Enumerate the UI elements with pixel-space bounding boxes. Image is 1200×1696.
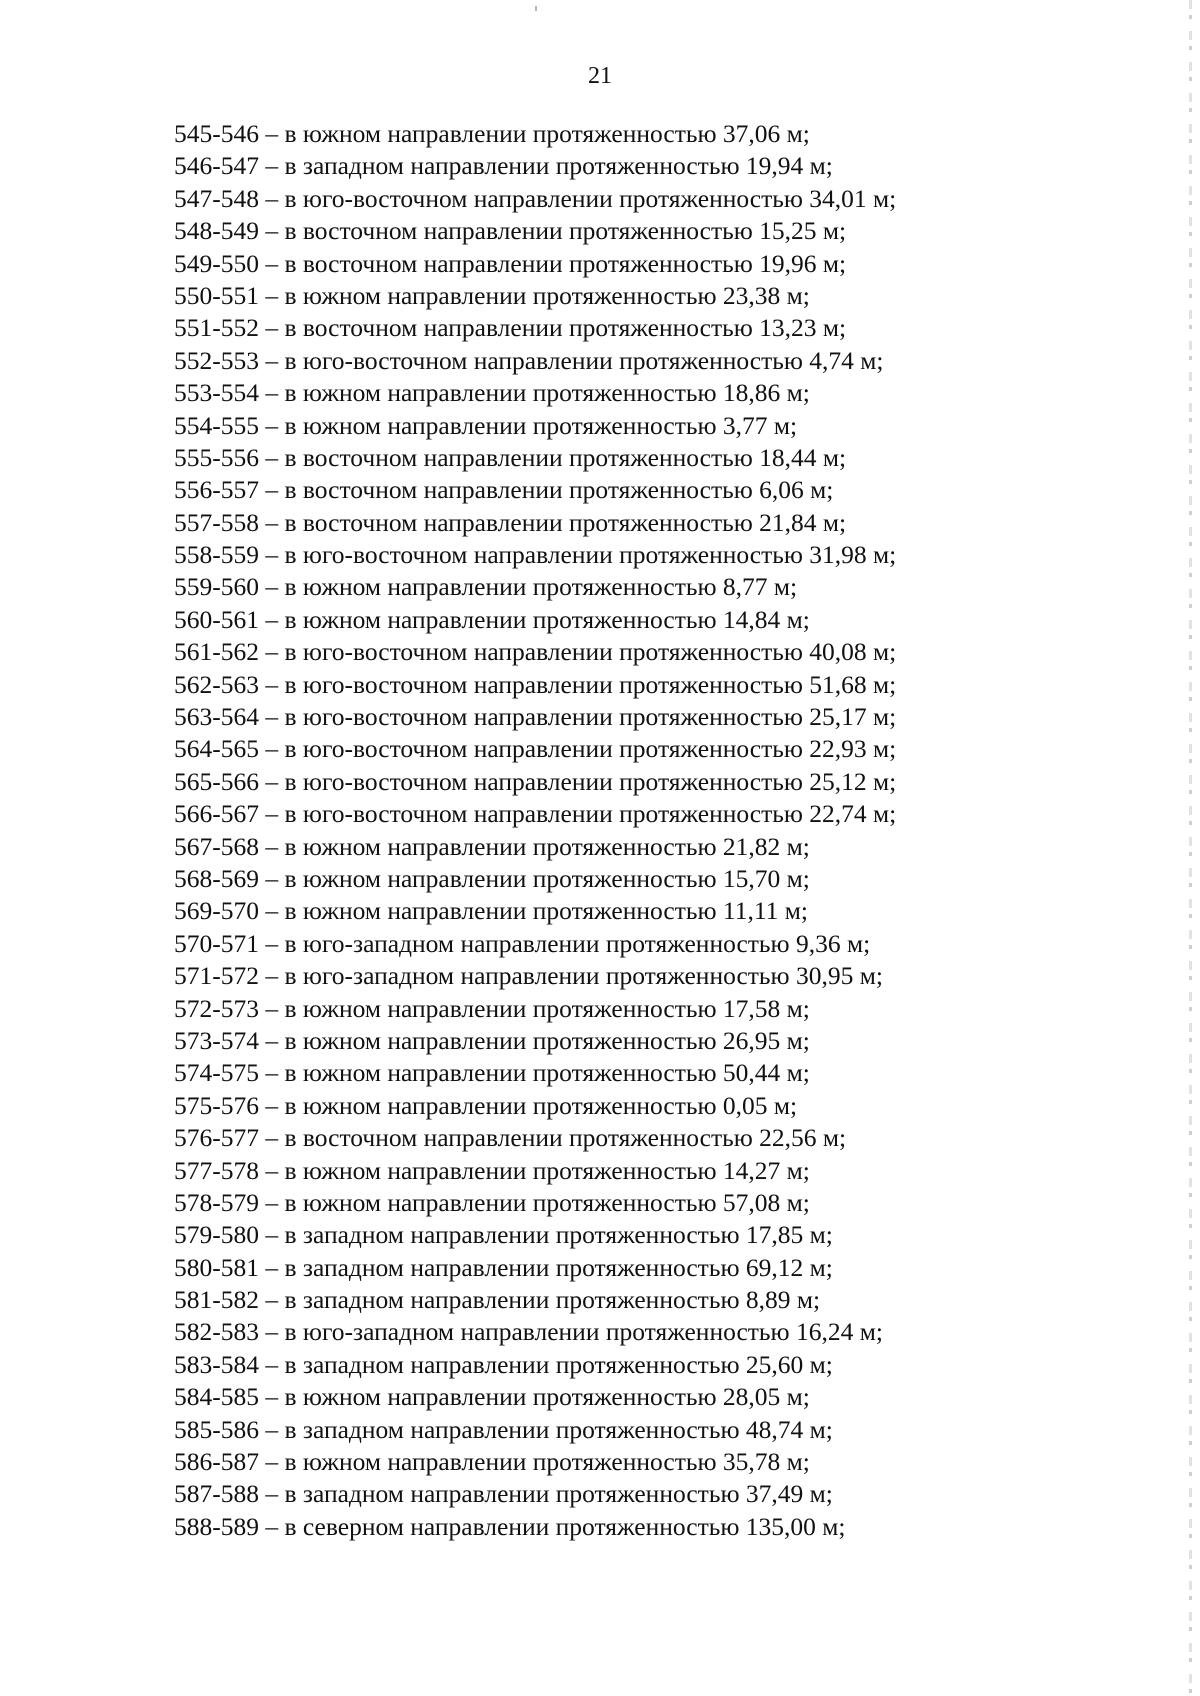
boundary-segment-line: 549-550 – в восточном направлении протяженностью 19,96 м;	[174, 248, 847, 278]
boundary-segment-line: 555-556 – в восточном направлении протяженностью 18,44 м;	[174, 442, 847, 472]
boundary-segment-line: 557-558 – в восточном направлении протяженностью 21,84 м;	[174, 507, 847, 537]
boundary-segment-line: 575-576 – в южном направлении протяженностью 0,05 м;	[174, 1090, 798, 1120]
boundary-segment-line: 573-574 – в южном направлении протяженностью 26,95 м;	[174, 1025, 810, 1055]
boundary-segment-line: 547-548 – в юго-восточном направлении протяженностью 34,01 м;	[174, 183, 897, 213]
boundary-segment-line: 577-578 – в южном направлении протяженностью 14,27 м;	[174, 1155, 810, 1185]
boundary-segment-line: 567-568 – в южном направлении протяженностью 21,82 м;	[174, 831, 810, 861]
boundary-segment-line: 548-549 – в восточном направлении протяженностью 15,25 м;	[174, 216, 847, 246]
boundary-segment-line: 574-575 – в южном направлении протяженностью 50,44 м;	[174, 1058, 810, 1088]
boundary-segment-line: 584-585 – в южном направлении протяженностью 28,05 м;	[174, 1382, 810, 1412]
boundary-segment-line: 551-552 – в восточном направлении протяженностью 13,23 м;	[174, 313, 847, 343]
boundary-segment-list	[174, 118, 1054, 1543]
boundary-segment-line: 561-562 – в юго-восточном направлении протяженностью 40,08 м;	[174, 637, 897, 667]
boundary-segment-line: 553-554 – в южном направлении протяженностью 18,86 м;	[174, 378, 810, 408]
boundary-segment-line: 587-588 – в западном направлении протяженностью 37,49 м;	[174, 1479, 833, 1509]
boundary-segment-line: 545-546 – в южном направлении протяженностью 37,06 м;	[174, 119, 810, 148]
boundary-segment-line: 581-582 – в западном направлении протяженностью 8,89 м;	[174, 1285, 821, 1315]
scan-edge-artifact	[1189, 0, 1192, 1696]
boundary-segment-line: 558-559 – в юго-восточном направлении протяженностью 31,98 м;	[174, 540, 897, 570]
boundary-segment-line: 582-583 – в юго-западном направлении протяженностью 16,24 м;	[174, 1317, 883, 1347]
boundary-segment-line: 570-571 – в юго-западном направлении протяженностью 9,36 м;	[174, 928, 871, 958]
boundary-segment-line: 566-567 – в юго-восточном направлении протяженностью 22,74 м;	[174, 799, 897, 829]
boundary-segment-line: 546-547 – в западном направлении протяженностью 19,94 м;	[174, 151, 833, 181]
boundary-segment-line: 571-572 – в юго-западном направлении протяженностью 30,95 м;	[174, 961, 883, 991]
boundary-segment-line: 579-580 – в западном направлении протяженностью 17,85 м;	[174, 1220, 833, 1250]
boundary-segment-line: 552-553 – в юго-восточном направлении протяженностью 4,74 м;	[174, 345, 884, 375]
scan-mark	[535, 6, 537, 11]
boundary-segment-line: 554-555 – в южном направлении протяженностью 3,77 м;	[174, 410, 798, 440]
boundary-segment-line: 580-581 – в западном направлении протяженностью 69,12 м;	[174, 1252, 833, 1282]
boundary-segment-line: 583-584 – в западном направлении протяженностью 25,60 м;	[174, 1349, 833, 1379]
boundary-segment-line: 576-577 – в восточном направлении протяженностью 22,56 м;	[174, 1123, 847, 1153]
boundary-segment-line: 569-570 – в южном направлении протяженностью 11,11 м;	[174, 896, 808, 926]
boundary-segment-line: 572-573 – в южном направлении протяженностью 17,58 м;	[174, 993, 810, 1023]
boundary-segment-line: 565-566 – в юго-восточном направлении протяженностью 25,12 м;	[174, 766, 897, 796]
boundary-segment-line: 556-557 – в восточном направлении протяженностью 6,06 м;	[174, 475, 834, 505]
boundary-segment-line: 559-560 – в южном направлении протяженностью 8,77 м;	[174, 572, 798, 602]
boundary-segment-line: 562-563 – в юго-восточном направлении протяженностью 51,68 м;	[174, 669, 897, 699]
boundary-segment-line: 550-551 – в южном направлении протяженностью 23,38 м;	[174, 280, 810, 310]
page-number: 21	[588, 63, 612, 89]
boundary-segment-line: 560-561 – в южном направлении протяженностью 14,84 м;	[174, 604, 810, 634]
boundary-segment-line: 568-569 – в южном направлении протяженностью 15,70 м;	[174, 863, 810, 893]
boundary-segment-line: 578-579 – в южном направлении протяженностью 57,08 м;	[174, 1187, 810, 1217]
boundary-segment-line: 588-589 – в северном направлении протяженностью 135,00 м;	[174, 1511, 846, 1541]
boundary-segment-line: 564-565 – в юго-восточном направлении протяженностью 22,93 м;	[174, 734, 897, 764]
boundary-segment-line: 585-586 – в западном направлении протяженностью 48,74 м;	[174, 1414, 833, 1444]
boundary-segment-line: 586-587 – в южном направлении протяженностью 35,78 м;	[174, 1447, 810, 1477]
boundary-segment-line: 563-564 – в юго-восточном направлении протяженностью 25,17 м;	[174, 702, 897, 732]
